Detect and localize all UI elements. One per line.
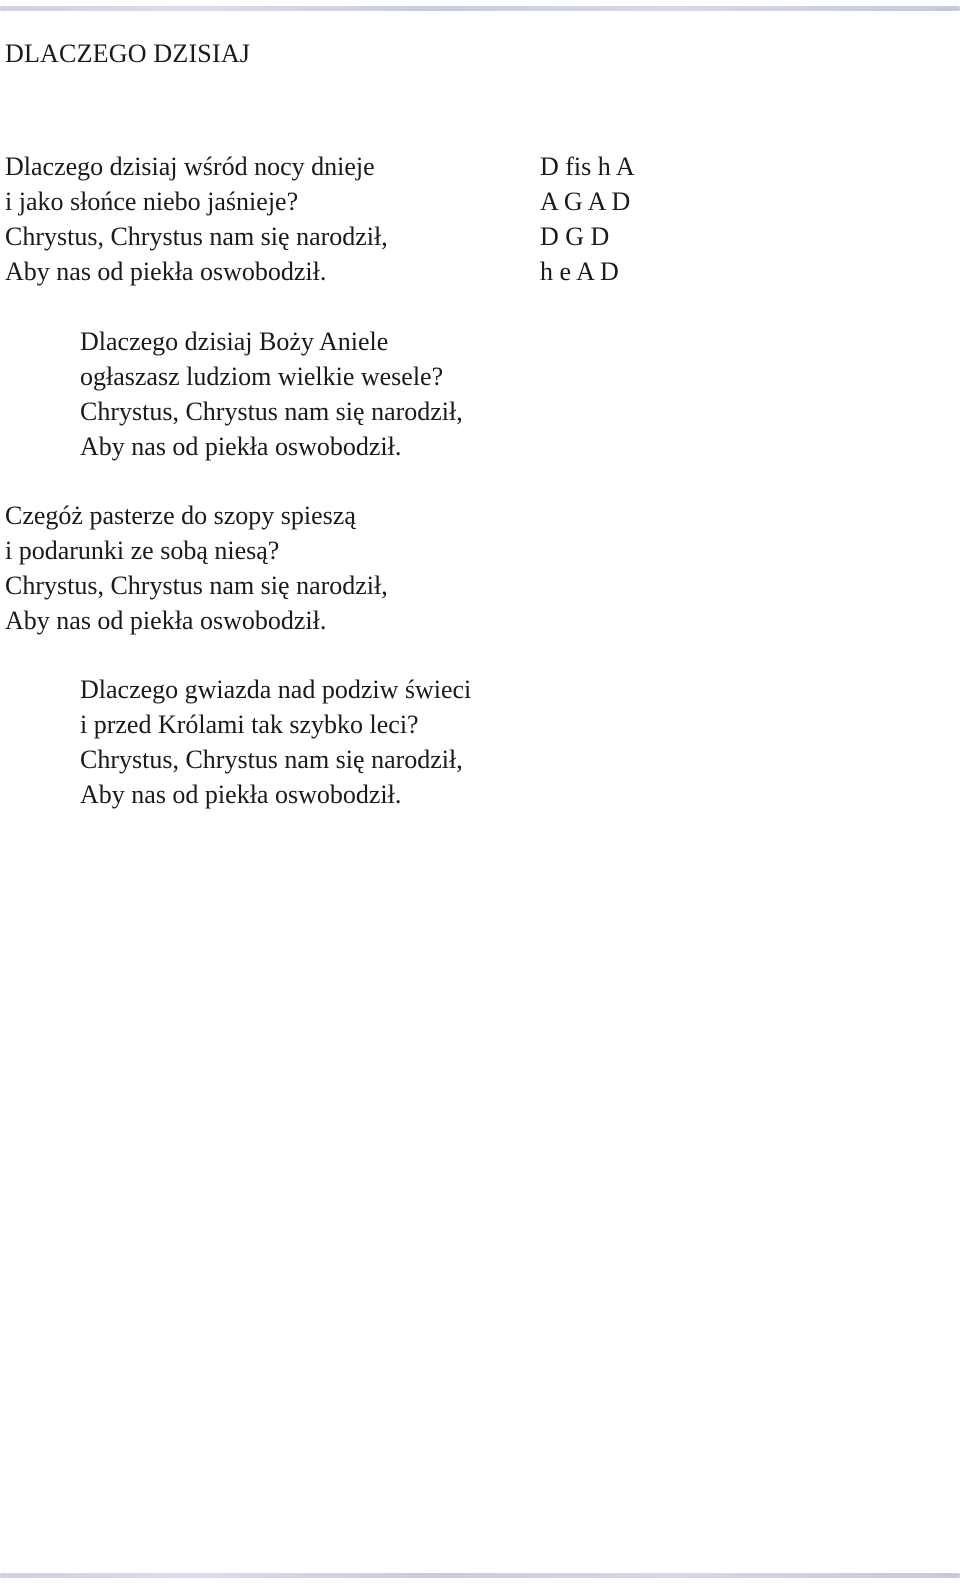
stanza-line: Aby nas od piekła oswobodził. (5, 606, 327, 635)
top-divider (0, 6, 960, 11)
stanza-line: ogłaszasz ludziom wielkie wesele? (80, 362, 444, 391)
stanza-4 (80, 672, 471, 812)
stanza-line: Dlaczego dzisiaj wśród nocy dnieje (5, 152, 375, 181)
chord-line: A G A D (540, 187, 631, 216)
stanza-line: Aby nas od piekła oswobodził. (80, 780, 402, 809)
chord-line: h e A D (540, 257, 619, 286)
stanza-line: Aby nas od piekła oswobodził. (5, 257, 327, 286)
chords-column (540, 149, 635, 289)
stanza-line: Chrystus, Chrystus nam się narodził, (80, 397, 463, 426)
stanza-line: i przed Królami tak szybko leci? (80, 710, 419, 739)
chord-line: D fis h A (540, 152, 635, 181)
bottom-divider (0, 1573, 960, 1578)
stanza-line: Chrystus, Chrystus nam się narodził, (5, 222, 388, 251)
chord-line: D G D (540, 222, 610, 251)
song-title: DLACZEGO DZISIAJ (5, 39, 251, 68)
stanza-line: Chrystus, Chrystus nam się narodził, (80, 745, 463, 774)
stanza-line: Czegóż pasterze do szopy spieszą (5, 501, 356, 530)
stanza-line: i jako słońce niebo jaśnieje? (5, 187, 299, 216)
stanza-line: Aby nas od piekła oswobodził. (80, 432, 402, 461)
stanza-line: Chrystus, Chrystus nam się narodził, (5, 571, 388, 600)
stanza-line: i podarunki ze sobą niesą? (5, 536, 280, 565)
stanza-1 (5, 149, 388, 289)
stanza-line: Dlaczego gwiazda nad podziw świeci (80, 675, 472, 704)
stanza-2 (80, 324, 463, 464)
stanza-3 (5, 498, 388, 638)
stanza-line: Dlaczego dzisiaj Boży Aniele (80, 327, 389, 356)
